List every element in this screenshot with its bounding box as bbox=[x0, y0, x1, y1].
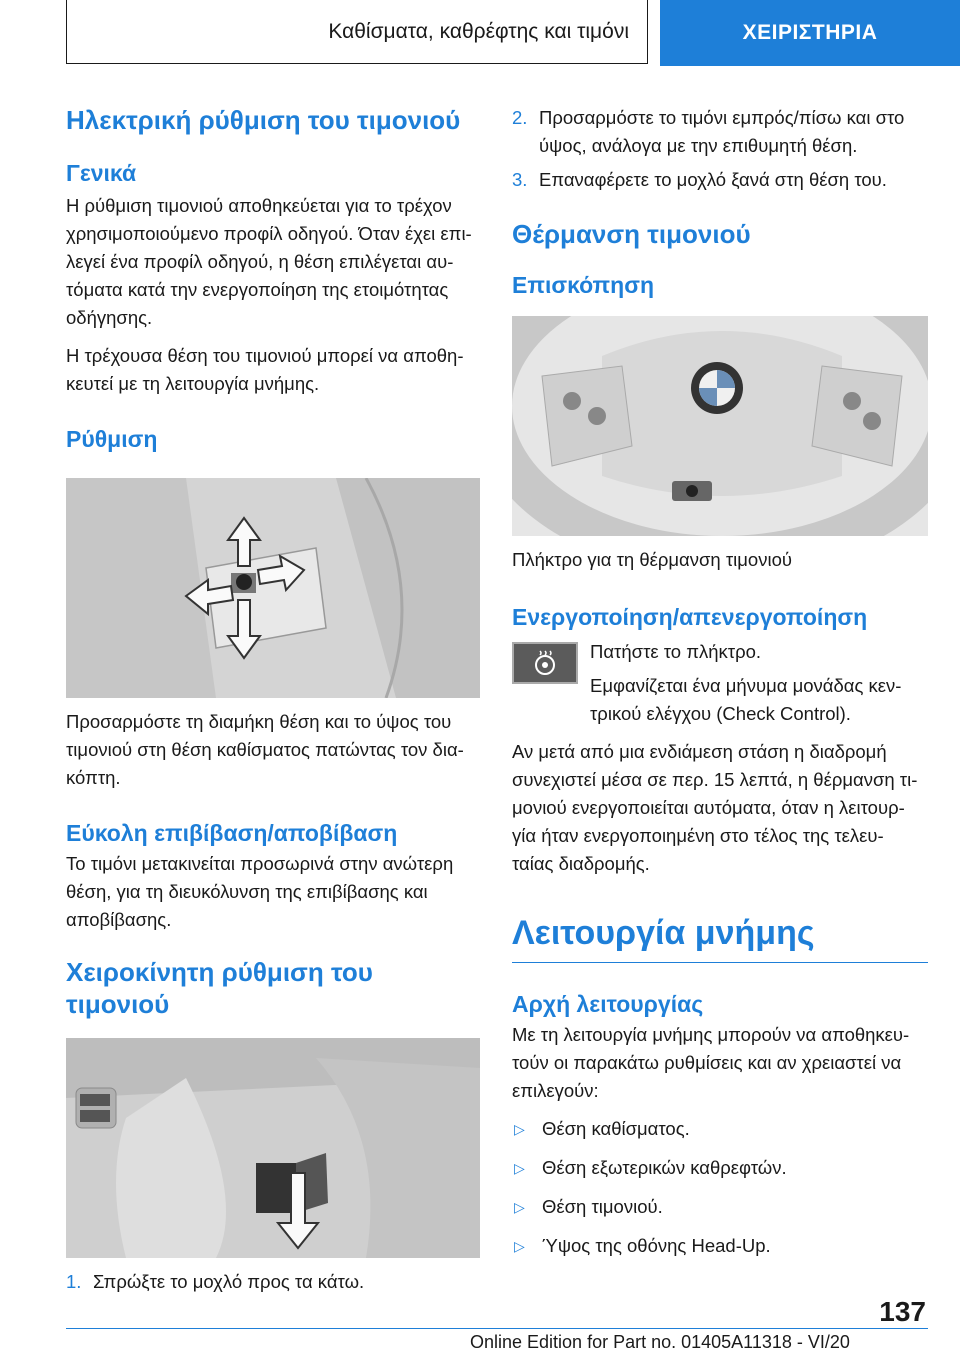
heading-overview: Επισκόπηση bbox=[512, 272, 654, 298]
heading-on-off: Ενεργοποίηση/απενεργοποίηση bbox=[512, 604, 868, 630]
easy-entry-paragraph: Το τιμόνι μετακινείται προσωρινά στην ανώτερη θέση, για τη διευκόλυνση της επιβίβασης και αποβίβασης. bbox=[66, 853, 454, 930]
steering-switch-illustration bbox=[66, 478, 480, 698]
step-number: 1. bbox=[66, 1271, 82, 1292]
adjustment-paragraph: Προσαρμόστε τη διαμήκη θέση και το ύψος του τιμονιού στη θέση καθίσματος πατώντας τον δια‐ κόπτη. bbox=[66, 711, 464, 788]
step-text: Προσαρμόστε το τιμόνι εμπρός/πίσω και στο ύψος, ανάλογα με την επιθυμητή θέση. bbox=[539, 107, 905, 156]
page-number: 137 bbox=[879, 1296, 926, 1327]
manual-lever-image bbox=[66, 1038, 480, 1258]
memory-settings-list bbox=[512, 1115, 928, 1260]
step-text: Σπρώξτε το μοχλό προς τα κάτω. bbox=[93, 1271, 365, 1292]
steering-wheel-illustration bbox=[512, 316, 928, 536]
list-item bbox=[512, 1115, 928, 1143]
list-item bbox=[512, 166, 928, 194]
bullet-marker: ▷ bbox=[514, 1121, 525, 1137]
list-item bbox=[512, 104, 928, 160]
heating-button-text bbox=[590, 638, 932, 728]
press-button-text: Πατήστε το πλήκτρο. bbox=[590, 641, 762, 662]
right-column bbox=[512, 104, 928, 1271]
principle-paragraph: Με τη λειτουργία μνήμης μπορούν να αποθηκευ‐ τούν οι παρακάτω ρυθμίσεις και αν χρειαστεί να επιλεγούν: bbox=[512, 1024, 910, 1101]
bullet-text: Θέση καθίσματος. bbox=[542, 1118, 690, 1139]
heading-easy-entry: Εύκολη επιβίβαση/αποβίβαση bbox=[66, 820, 398, 846]
manual-label: ΧΕΙΡΙΣΤΗΡΙΑ bbox=[660, 0, 960, 66]
bullet-marker: ▷ bbox=[514, 1238, 525, 1254]
list-item bbox=[512, 1193, 928, 1221]
heading-electric-adjustment: Ηλεκτρική ρύθμιση του τιμονιού bbox=[66, 105, 461, 135]
heating-button-row bbox=[512, 638, 928, 728]
edition-text: Online Edition for Part no. 01405A11318 - VI/20 bbox=[470, 1332, 850, 1352]
bullet-text: Θέση τιμονιού. bbox=[542, 1196, 663, 1217]
heading-principle: Αρχή λειτουργίας bbox=[512, 991, 704, 1017]
heating-button-icon bbox=[512, 642, 578, 684]
heading-memory-function: Λειτουργία μνήμης bbox=[512, 914, 815, 952]
general-paragraph-1: Η ρύθμιση τιμονιού αποθηκεύεται για το τρέχον χρησιμοποιούμενο προφίλ οδηγού. Όταν έχει επι‐ λεγεί ένα προφίλ οδηγού, η θέση επιλέγεται αυ‐ τόματα κατά την ενεργοποίηση της ετοιμότητας οδήγησης. bbox=[66, 195, 472, 328]
section-title: Καθίσματα, καθρέφτης και τιμόνι bbox=[66, 0, 648, 64]
footer-rule bbox=[66, 1328, 928, 1329]
heading-heating: Θέρμανση τιμονιού bbox=[512, 219, 751, 249]
heating-image-caption: Πλήκτρο για τη θέρμανση τιμονιού bbox=[512, 549, 792, 570]
bullet-marker: ▷ bbox=[514, 1199, 525, 1215]
check-control-message-text: Εμφανίζεται ένα μήνυμα μονάδας κεν‐ τρικού ελέγχου (Check Control). bbox=[590, 675, 902, 724]
bullet-text: Θέση εξωτερικών καθρεφτών. bbox=[542, 1157, 787, 1178]
manual-steps-continued bbox=[512, 104, 928, 194]
heading-manual-adjustment: Χειροκίνητη ρύθμιση του τιμονιού bbox=[66, 957, 373, 1019]
steering-switch-image bbox=[66, 478, 480, 698]
list-item bbox=[512, 1154, 928, 1182]
auto-heating-paragraph: Αν μετά από μια ενδιάμεση στάση η διαδρομή συνεχιστεί μέσα σε περ. 15 λεπτά, η θέρμανση τι‐ μονιού ενεργοποιείται αυτόματα, όταν η λειτουρ‐ γία ήταν ενεργοποιημένη στο τέλος της τελευ‐ ταίας διαδρομής. bbox=[512, 741, 918, 874]
bullet-text: Ύψος της οθόνης Head-Up. bbox=[542, 1235, 771, 1256]
bullet-marker: ▷ bbox=[514, 1160, 525, 1176]
step-number: 3. bbox=[512, 169, 528, 190]
steering-wheel-image bbox=[512, 316, 928, 536]
step-text: Επαναφέρετε το μοχλό ξανά στη θέση του. bbox=[539, 169, 887, 190]
general-paragraph-2: Η τρέχουσα θέση του τιμονιού μπορεί να αποθη‐ κευτεί με τη λειτουργία μνήμης. bbox=[66, 345, 464, 394]
heading-general: Γενικά bbox=[66, 160, 137, 186]
list-item bbox=[66, 1268, 480, 1296]
list-item bbox=[512, 1232, 928, 1260]
heading-adjustment: Ρύθμιση bbox=[66, 426, 158, 452]
left-column bbox=[66, 96, 480, 1296]
memory-heading-rule bbox=[512, 962, 928, 963]
manual-steps-list bbox=[66, 1268, 480, 1296]
step-number: 2. bbox=[512, 107, 528, 128]
manual-lever-illustration bbox=[66, 1038, 480, 1258]
heated-steering-wheel-icon bbox=[531, 649, 559, 677]
page-header bbox=[0, 0, 960, 66]
